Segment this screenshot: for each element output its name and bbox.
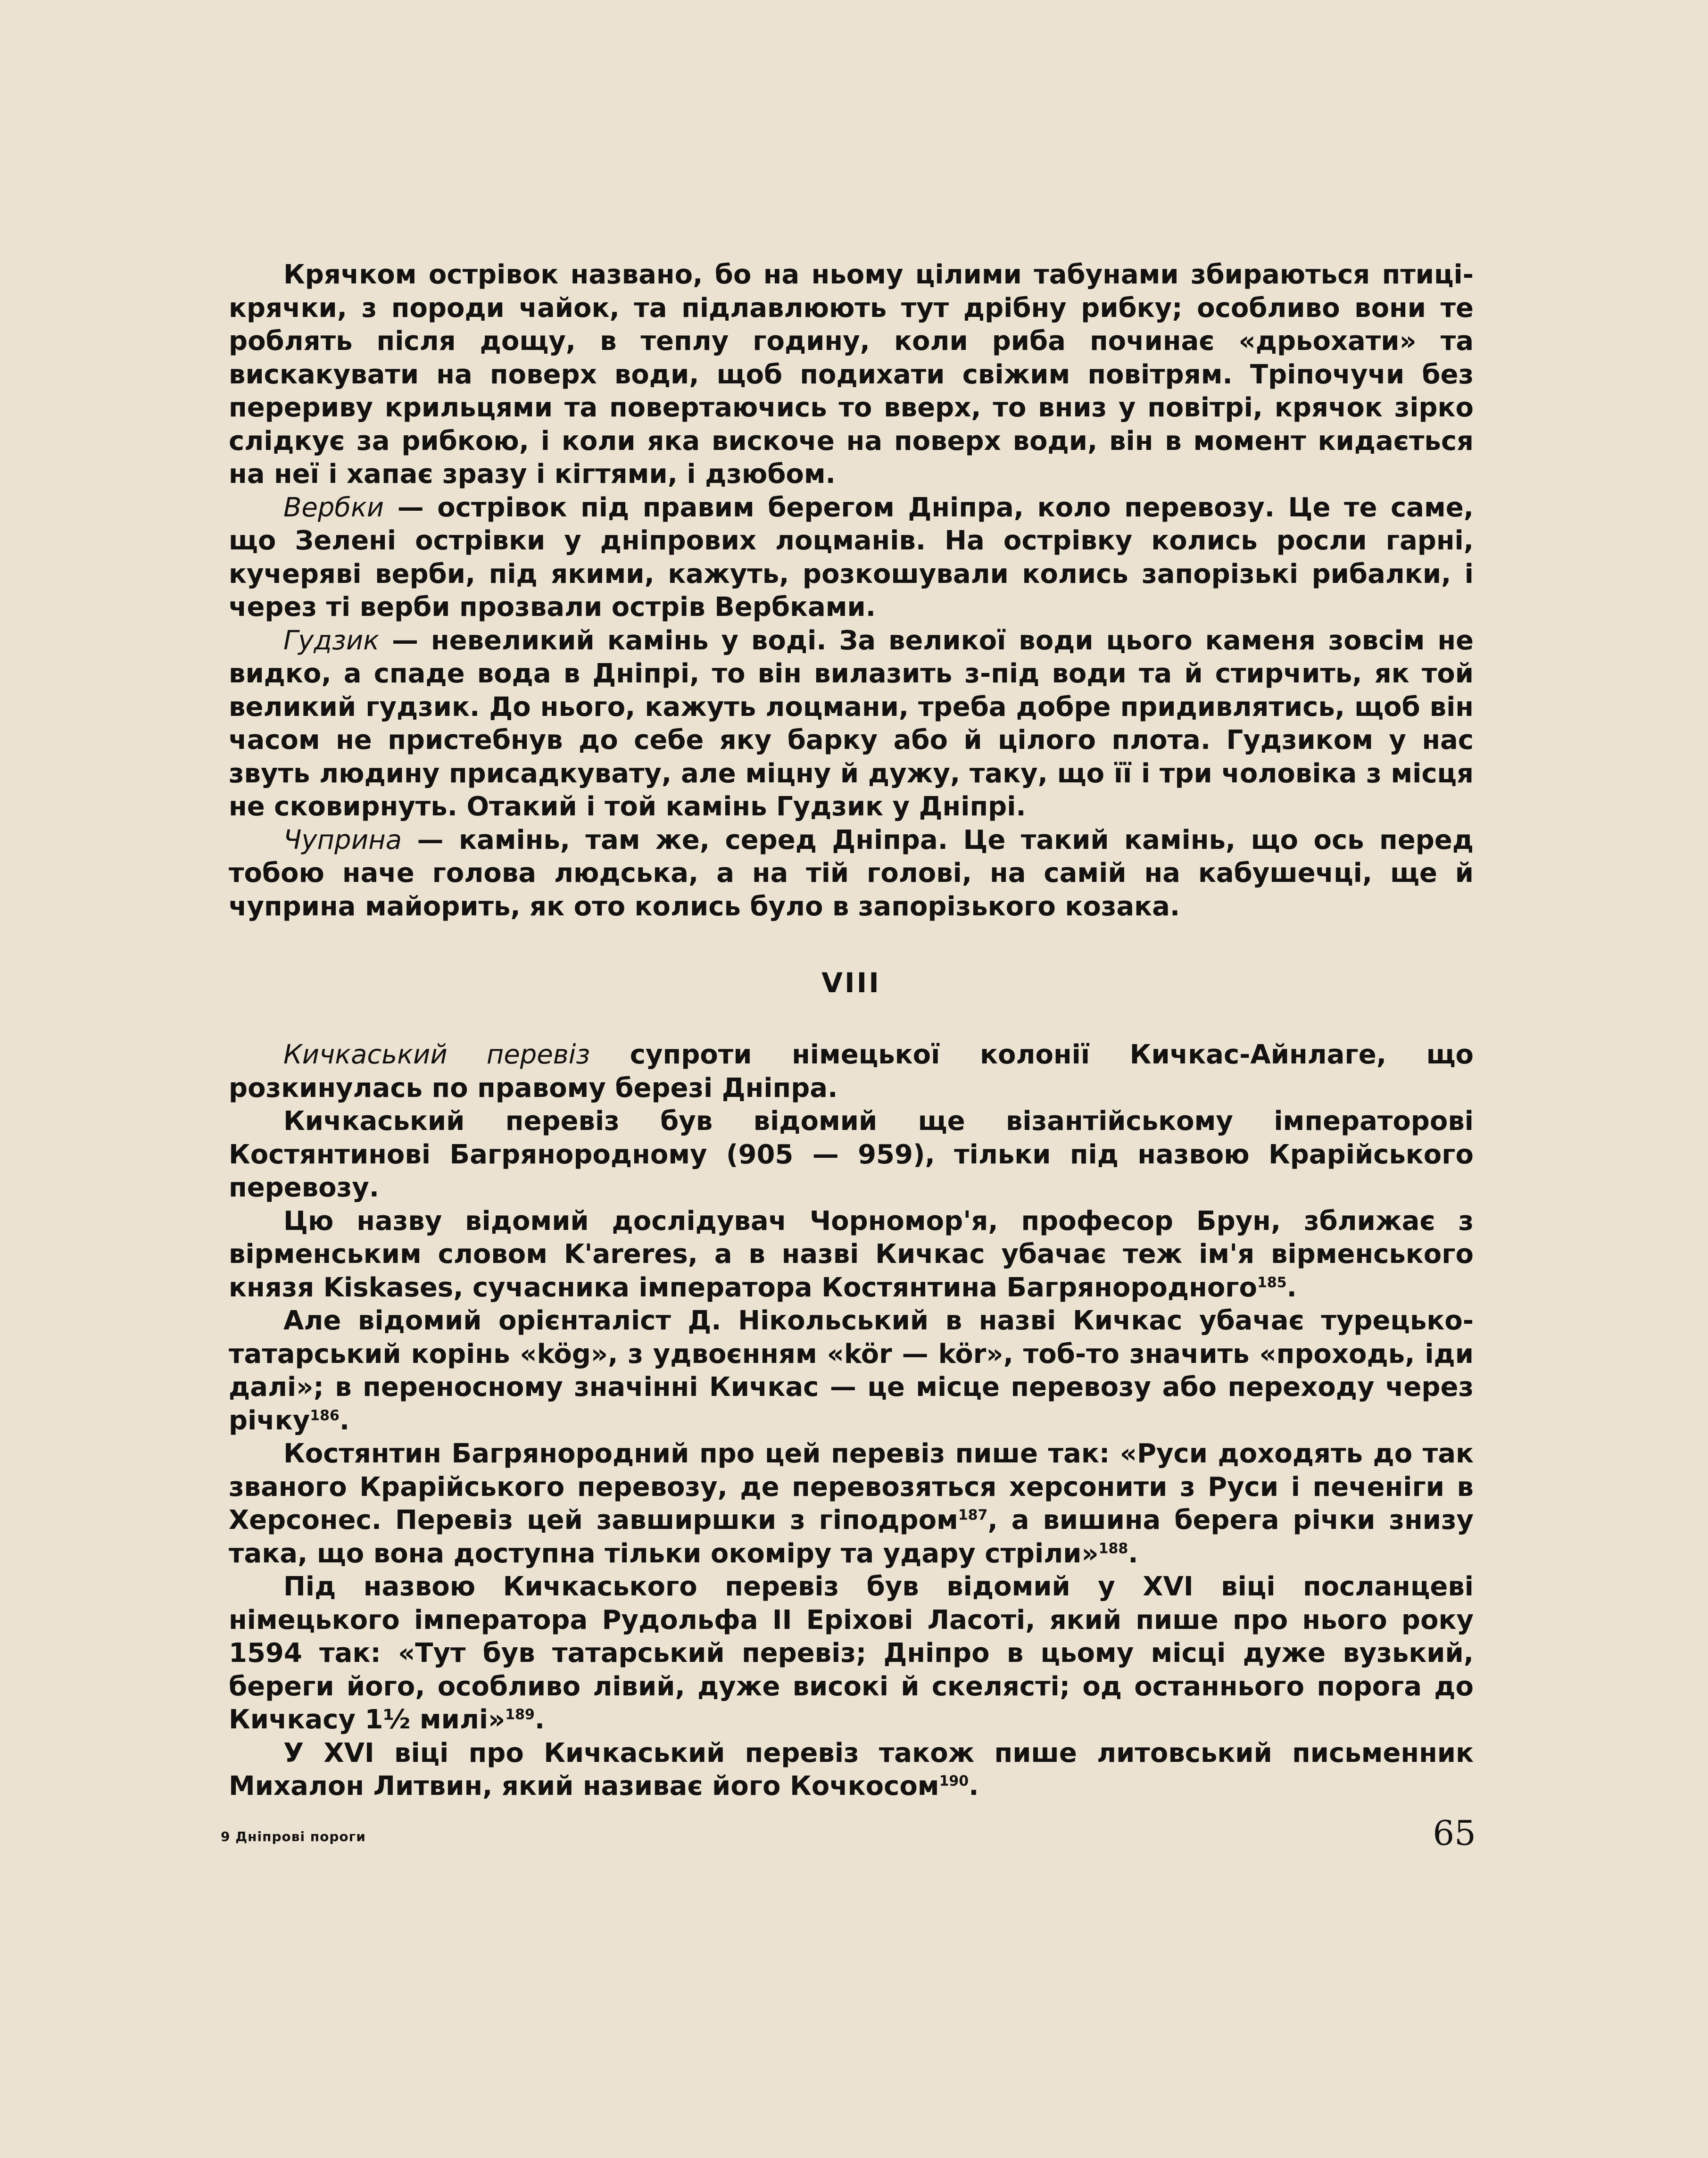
paragraph-text: Під назвою Кичкаського перевіз був відомий у XVI віці посланцеві німецького імператора Рудольфа II Еріхові Ласоті, який пише про нього року 1594 так: «Тут був татарський перевіз; Дніпро в цьому місці дуже вузький, береги його, особливо лівий, дуже високі й скелясті; од останнього порога до Кичкасу 1½ милі» bbox=[229, 1571, 1474, 1735]
footnote-ref: 187 bbox=[958, 1507, 988, 1524]
paragraph-constantine bbox=[229, 1437, 1474, 1570]
paragraph-text: — невеликий камінь у воді. За великої води цього каменя зовсім не видко, а спаде вода в Дніпрі, то він вилазить з-під води та й стирчить, як той великий гудзик. До нього, кажуть лоцмани, треба добре придивлятись, щоб він часом не пристебнув до себе яку барку або й цілого плота. Гудзиком у нас звуть людину присадкувату, але міцну й дужу, таку, що її і три чоловіка з місця не сковирнуть. Отакий і той камінь Гудзик у Дніпрі. bbox=[229, 625, 1474, 822]
paragraph-tail: . bbox=[1128, 1538, 1138, 1569]
paragraph-tail: . bbox=[969, 1771, 979, 1801]
paragraph-nikolsky bbox=[229, 1304, 1474, 1437]
paragraph-lasota bbox=[229, 1570, 1474, 1737]
paragraph-tail: . bbox=[1286, 1272, 1297, 1303]
paragraph-lead-term: Чуприна bbox=[283, 824, 402, 855]
paragraph-kichkas-intro bbox=[229, 1038, 1474, 1105]
main-text-block bbox=[229, 258, 1474, 1803]
paragraph-text: супроти німецької колонії Кичкас-Айнлаге, що розкинулась по правому березі Дніпра. bbox=[229, 1039, 1474, 1104]
footer-signature: 9 Дніпрові пороги bbox=[221, 1829, 366, 1844]
paragraph-lytvyn bbox=[229, 1737, 1474, 1803]
paragraph-verbky bbox=[229, 491, 1474, 624]
paragraph-tail: . bbox=[339, 1405, 350, 1436]
paragraph-krachok bbox=[229, 258, 1474, 491]
paragraph-kichkas-byzantine bbox=[229, 1105, 1474, 1205]
paragraph-text: Але відомий орієнталіст Д. Нікольський в назві Кичкас убачає турецько-татарський корінь «kög», з удвоєнням «kör — kör», тоб-то значить «проходь, іди далі»; в переносному значінні Кичкас — це місце перевозу або переходу через річку bbox=[229, 1305, 1474, 1436]
paragraph-text: Кичкаський перевіз був відомий ще візантійському імператорові Костянтинові Багрянородному (905 — 959), тільки під назвою Крарійського перевозу. bbox=[229, 1106, 1474, 1203]
section-heading: VIII bbox=[821, 967, 881, 999]
paragraph-chupryna bbox=[229, 824, 1474, 924]
footnote-ref: 188 bbox=[1098, 1540, 1128, 1557]
paragraph-text: Крячком острівок названо, бо на ньому цілими табунами збираються птиці-крячки, з породи чайок, та підлавлюють тут дрібну рибку; особливо вони те роблять після дощу, в теплу годину, коли риба починає «дрьохати» та вискакувати на поверх води, щоб подихати свіжим повітрям. Тріпочучи без перериву крильцями та повертаючись то вверх, то вниз у повітрі, крячок зірко слідкує за рибкою, і коли яка вискоче на поверх води, він в момент кидається на неї і хапає зразу і кігтями, і дзюбом. bbox=[229, 259, 1474, 490]
paragraph-text: Цю назву відомий дослідувач Чорномор'я, професор Брун, зближає з вірменським словом K'areres, а в назві Кичкас убачає теж ім'я вірменського князя Kiskases, сучасника імператора Костянтина Багрянородного bbox=[229, 1205, 1474, 1303]
paragraph-lead-term: Гудзик bbox=[283, 625, 380, 656]
paragraph-text: Костянтин Багрянородний про цей перевіз пише так: «Руси доходять до так званого Крарійського перевозу, де перевозяться херсонити з Руси і печеніги в Херсонес. Перевіз цей завширшки з гіподром bbox=[229, 1438, 1474, 1536]
paragraph-text: У XVI віці про Кичкаський перевіз також пише литовський письменник Михалон Литвин, який називає його Кочкосом bbox=[229, 1737, 1474, 1801]
paragraph-brun bbox=[229, 1205, 1474, 1305]
footnote-ref: 185 bbox=[1257, 1274, 1287, 1291]
footnote-ref: 186 bbox=[310, 1407, 340, 1424]
page-number: 65 bbox=[1433, 1813, 1476, 1853]
paragraph-tail: , а вишина берега річки знизу така, що вона доступна тільки окоміру та удару стріли» bbox=[229, 1505, 1474, 1569]
paragraph-lead-term: Вербки bbox=[283, 492, 384, 523]
paragraph-gudzyk bbox=[229, 624, 1474, 824]
paragraph-lead-term: Кичкаський перевіз bbox=[283, 1039, 590, 1070]
paragraph-text: — острівок під правим берегом Дніпра, коло перевозу. Це те саме, що Зелені острівки у дніпрових лоцманів. На острівку колись росли гарні, кучеряві верби, під якими, кажуть, розкошували колись запорізькі рибалки, і через ті верби прозвали острів Вербками. bbox=[229, 492, 1474, 622]
footnote-ref: 189 bbox=[505, 1706, 535, 1723]
footnote-ref: 190 bbox=[939, 1773, 969, 1790]
paragraph-tail: . bbox=[534, 1704, 545, 1735]
paragraph-text: — камінь, там же, серед Дніпра. Це такий камінь, що ось перед тобою наче голова людська, а на тій голові, на самій на кабушечці, ще й чуприна майорить, як ото колись було в запорізького козака. bbox=[229, 824, 1474, 922]
